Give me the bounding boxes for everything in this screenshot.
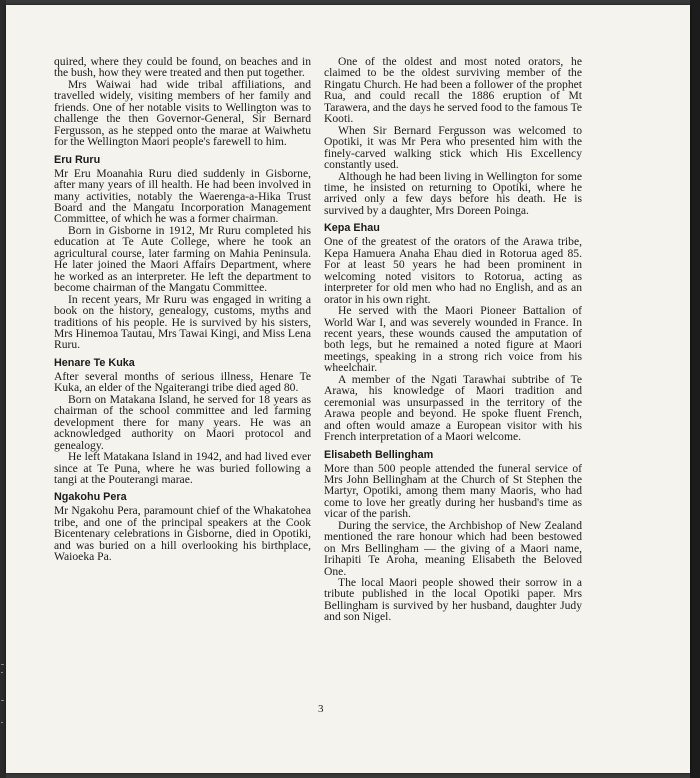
henare-te-kuka-paragraph-3: He left Matakana Island in 1942, and had lived ever since at Te Puna, where he was buried following a tangi at the Pouterangi marae. <box>54 450 311 486</box>
page-number: 3 <box>318 703 324 715</box>
henare-te-kuka-paragraph-2: Born on Matakana Island, he served for 18 years as chairman of the school committee and led farming development there for many years. He was an acknowledged authority on Maori protocol and genealogy. <box>54 392 311 452</box>
right-intro-paragraph-3: Although he had been living in Wellington for some time, he insisted on returning to Opotiki, where he arrived only a few days before his death. He is survived by a daughter, Mrs Doreen Poinga. <box>324 169 582 217</box>
elisabeth-bellingham-paragraph-3: The local Maori people showed their sorrow in a tribute published in the local Opotiki paper. Mrs Bellingham is survived by her husband, daughter Judy and son Nigel. <box>324 576 582 624</box>
eru-ruru-paragraph-1: Mr Eru Moanahia Ruru died suddenly in Gisborne, after many years of ill health. He had been involved in many activities, notably the Waerenga-a-Hika Trust Board and the Mangatu Incorporation Management Committee, of which he was a former chairman. <box>54 166 311 226</box>
left-column <box>54 56 311 563</box>
left-intro-paragraph-2: Mrs Waiwai had wide tribal affiliations, and travelled widely, visiting members of her family and friends. One of her notable visits to Wellington was to challenge the then Governor-General, Sir Bernard Fergusson, as he stepped onto the marae at Waiwhetu for the Wellington Maori people's farewell to him. <box>54 77 311 149</box>
henare-te-kuka-paragraph-1: After several months of serious illness, Henare Te Kuka, an elder of the Ngaiterangi tribe died aged 80. <box>54 369 311 395</box>
eru-ruru-paragraph-3: In recent years, Mr Ruru was engaged in writing a book on the history, genealogy, customs, myths and traditions of his people. He is survived by his sisters, Mrs Hinemoa Tautau, Mrs Tawai Kingi, and Miss Lena Ruru. <box>54 292 311 352</box>
left-intro-paragraph-1: quired, where they could be found, on beaches and in the bush, how they were treated and then put together. <box>54 55 311 80</box>
right-intro-paragraph-1: One of the oldest and most noted orators, he claimed to be the oldest surviving member of the Ringatu Church. He had been a follower of the prophet Rua, and could recall the 1886 eruption of Mt Tarawera, and the days he served food to the famous Te Kooti. <box>324 55 582 126</box>
eru-ruru-paragraph-2: Born in Gisborne in 1912, Mr Ruru completed his education at Te Aute College, where he took an agricultural course, later farming on Mahia Peninsula. He later joined the Maori Affairs Department, where he worked as an interpreter. He left the department to become chairman of the Mangatu Committee. <box>54 223 311 295</box>
elisabeth-bellingham-paragraph-2: During the service, the Archbishop of New Zealand mentioned the rare honour which had been bestowed on Mrs Bellingham — the giving of a Maori name, Irihapiti Te Aroha, meaning Elisabeth the Beloved One. <box>324 518 582 578</box>
kepa-ehau-paragraph-3: A member of the Ngati Tarawhai subtribe of Te Arawa, his knowledge of Maori tradition and ceremonial was unsurpassed in the territory of the Arawa people and beyond. He spoke fluent French, and often would amaze a European visitor with his French interpretation of a Maori welcome. <box>324 372 582 444</box>
right-intro-paragraph-2: When Sir Bernard Fergusson was welcomed to Opotiki, it was Mr Pera who presented him with the finely-carved walking stick which His Excellency constantly used. <box>324 123 582 172</box>
right-column <box>324 56 582 623</box>
ngakohu-pera-paragraph-1: Mr Ngakohu Pera, paramount chief of the Whakatohea tribe, and one of the principal speakers at the Cook Bicentenary celebrations in Gisborne, died in Opotiki, and was buried on a hill overlooking his birthplace, Waioeka Pa. <box>54 504 311 564</box>
section-heading-kepa-ehau: Kepa Ehau <box>324 222 380 235</box>
kepa-ehau-paragraph-1: One of the greatest of the orators of the Arawa tribe, Kepa Hamuera Anaha Ehau died in Rotorua aged 85. For at least 50 years he had been prominent in welcoming noted visitors to Rotorua, acting as interpreter for old men who had no English, and as an orator in his own right. <box>324 235 582 306</box>
scan-right-edge <box>690 0 700 778</box>
section-heading-elisabeth-bellingham: Elisabeth Bellingham <box>324 448 434 461</box>
kepa-ehau-paragraph-2: He served with the Maori Pioneer Battalion of World War I, and was severely wounded in France. In recent years, these wounds caused the amputation of both legs, but he remained a noted figure at Maori meetings, speaking in a strong rich voice from his wheelchair. <box>324 304 582 375</box>
elisabeth-bellingham-paragraph-1: More than 500 people attended the funeral service of Mrs John Bellingham at the Church of St Stephen the Martyr, Opotiki, among them many Maoris, who had come to love her greatly during her husband's time as vicar of the parish. <box>324 461 582 521</box>
section-heading-henare-te-kuka: Henare Te Kuka <box>54 356 135 369</box>
section-heading-eru-ruru: Eru Ruru <box>54 153 101 166</box>
section-heading-ngakohu-pera: Ngakohu Pera <box>54 491 127 504</box>
